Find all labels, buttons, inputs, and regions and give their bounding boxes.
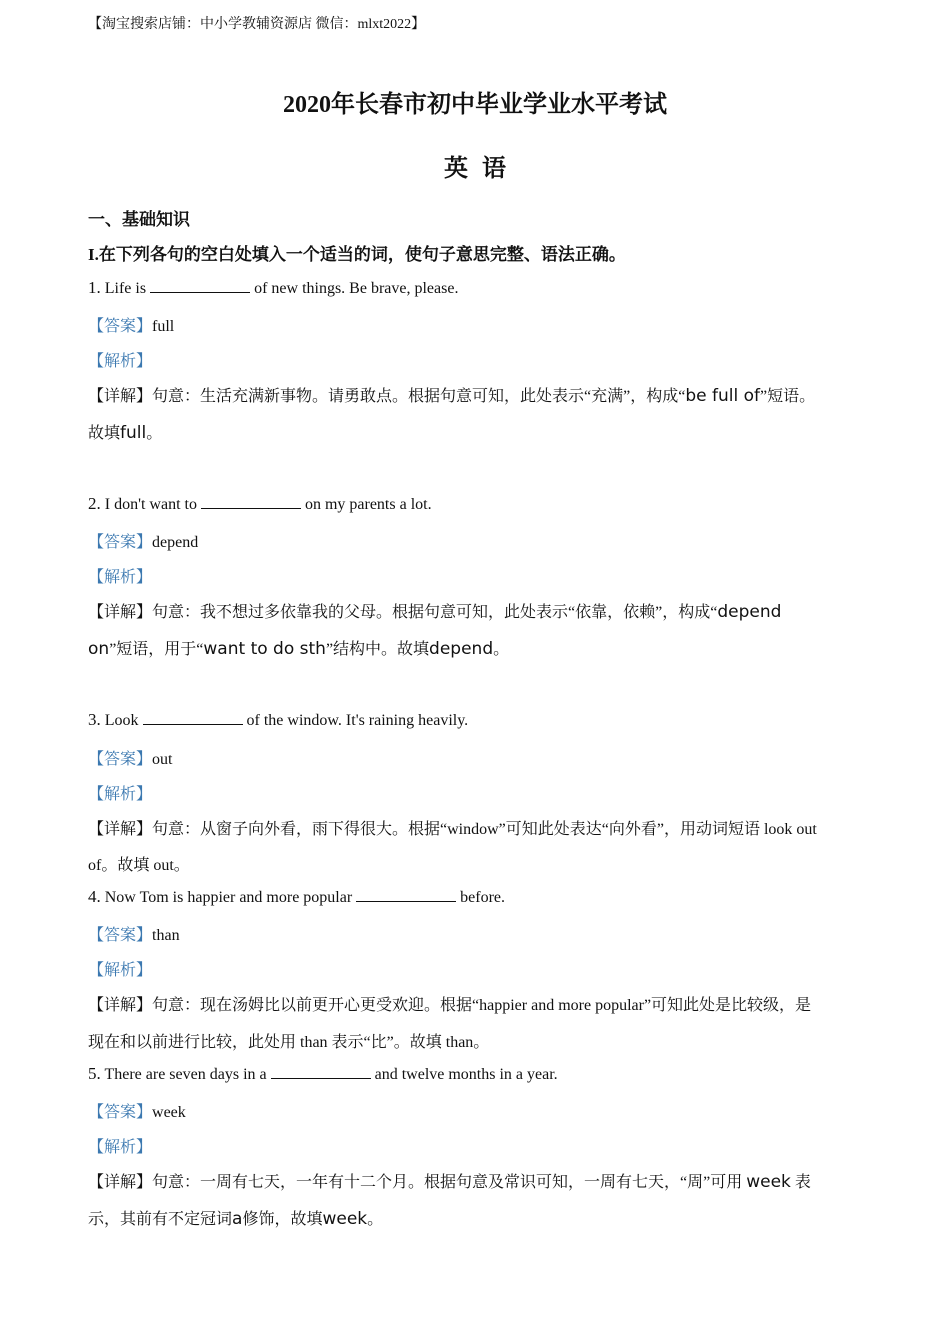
- analysis-label: 【解析】: [88, 569, 153, 586]
- analysis-line: [88, 957, 152, 980]
- detail-text: 修饰，故填: [242, 1211, 323, 1228]
- detail-text: 句意：从窗子向外看，雨下得很大。根据“window”可知此处表达“向外看”，用动词短语 look out: [152, 821, 817, 838]
- detail-line: [88, 992, 811, 1015]
- detail-text: 句意：我不想过多依靠我的父母。根据句意可知，此处表示“依靠，依赖”，构成“: [152, 604, 718, 621]
- detail-label: 【详解】: [88, 1174, 153, 1191]
- detail-line: [88, 420, 162, 443]
- analysis-line: [88, 781, 152, 804]
- detail-text: ”短语。: [759, 388, 816, 405]
- question-text: of new things. Be brave, please.: [254, 280, 459, 297]
- answer-value: than: [152, 927, 180, 944]
- analysis-line: [88, 348, 152, 371]
- detail-text: ”短语，用于“: [109, 641, 204, 658]
- question-text: of the window. It's raining heavily.: [246, 712, 469, 729]
- instruction: I.在下列各句的空白处填入一个适当的词，使句子意思完整、语法正确。: [88, 245, 626, 264]
- answer-blank: [271, 1064, 371, 1079]
- page-header: 【淘宝搜索店铺：中小学教辅资源店 微信：mlxt2022】: [88, 17, 426, 32]
- detail-label: 【详解】: [88, 997, 153, 1014]
- detail-text: want to do sth: [203, 639, 326, 659]
- page-title: 2020年长春市初中毕业学业水平考试: [283, 92, 667, 118]
- detail-text: 现在和以前进行比较，此处用 than 表示“比”。故填 than。: [88, 1034, 490, 1051]
- question-text: Look: [104, 712, 139, 729]
- detail-text: be full of: [685, 386, 760, 406]
- detail-text: full: [120, 423, 147, 443]
- question-text: before.: [460, 889, 506, 906]
- analysis-line: [88, 564, 152, 587]
- detail-text: on: [88, 639, 110, 659]
- detail-line: [88, 1029, 489, 1052]
- question-number: 3.: [88, 710, 101, 729]
- detail-text: 。: [367, 1211, 384, 1228]
- answer-value: full: [152, 318, 175, 335]
- answer-label: 【答案】: [88, 1104, 153, 1121]
- detail-text: a: [232, 1209, 243, 1229]
- detail-line: [88, 1169, 811, 1192]
- question-2: [88, 494, 432, 514]
- detail-text: depend: [429, 639, 494, 659]
- question-5: [88, 1064, 558, 1084]
- analysis-label: 【解析】: [88, 962, 153, 979]
- question-number: 5.: [88, 1064, 101, 1083]
- question-text: Now Tom is happier and more popular: [104, 889, 353, 906]
- answer-value: out: [152, 751, 173, 768]
- detail-label: 【详解】: [88, 821, 153, 838]
- analysis-label: 【解析】: [88, 353, 153, 370]
- detail-label: 【详解】: [88, 604, 153, 621]
- question-text: and twelve months in a year.: [374, 1066, 558, 1083]
- detail-line: [88, 636, 509, 659]
- question-text: I don't want to: [104, 496, 197, 513]
- detail-text: of。故填 out。: [88, 857, 190, 874]
- detail-label: 【详解】: [88, 388, 153, 405]
- question-text: on my parents a lot.: [304, 496, 432, 513]
- detail-line: [88, 852, 190, 875]
- detail-text: 。: [493, 641, 510, 658]
- question-number: 4.: [88, 887, 101, 906]
- detail-text: depend: [717, 602, 782, 622]
- answer-blank: [356, 887, 456, 902]
- detail-text: 句意：一周有七天，一年有十二个月。根据句意及常识可知，一周有七天，“周”可用: [152, 1174, 743, 1191]
- answer-line: [88, 529, 198, 552]
- answer-line: [88, 1099, 186, 1122]
- question-text: Life is: [104, 280, 147, 297]
- answer-value: week: [152, 1104, 186, 1121]
- question-1: [88, 278, 458, 298]
- detail-text: ”结构中。故填: [325, 641, 430, 658]
- answer-label: 【答案】: [88, 927, 153, 944]
- answer-blank: [150, 278, 250, 293]
- question-number: 1.: [88, 278, 101, 297]
- answer-label: 【答案】: [88, 751, 153, 768]
- question-number: 2.: [88, 494, 101, 513]
- question-3: [88, 710, 468, 730]
- answer-blank: [201, 494, 301, 509]
- detail-text: 示，其前有不定冠词: [88, 1211, 233, 1228]
- question-text: There are seven days in a: [104, 1066, 267, 1083]
- detail-text: 句意：现在汤姆比以前更开心更受欢迎。根据“happier and more popular”可知此处是比较级，是: [152, 997, 812, 1014]
- question-4: [88, 887, 505, 907]
- answer-line: [88, 746, 172, 769]
- answer-value: depend: [152, 534, 199, 551]
- answer-line: [88, 313, 174, 336]
- answer-label: 【答案】: [88, 534, 153, 551]
- detail-text: 。: [146, 425, 163, 442]
- detail-text: 句意：生活充满新事物。请勇敢点。根据句意可知，此处表示“充满”，构成“: [152, 388, 686, 405]
- subject-title: 英语: [444, 156, 520, 182]
- answer-label: 【答案】: [88, 318, 153, 335]
- answer-blank: [143, 710, 243, 725]
- analysis-label: 【解析】: [88, 1139, 153, 1156]
- detail-line: [88, 383, 815, 406]
- analysis-line: [88, 1134, 152, 1157]
- detail-text: 表: [794, 1174, 811, 1191]
- analysis-label: 【解析】: [88, 786, 153, 803]
- answer-line: [88, 922, 180, 945]
- detail-text: week: [746, 1172, 791, 1192]
- detail-line: [88, 599, 781, 622]
- section-heading: 一、基础知识: [88, 210, 190, 229]
- detail-text: 故填: [88, 425, 121, 442]
- detail-text: week: [322, 1209, 368, 1229]
- detail-line: [88, 816, 817, 839]
- detail-line: [88, 1206, 383, 1229]
